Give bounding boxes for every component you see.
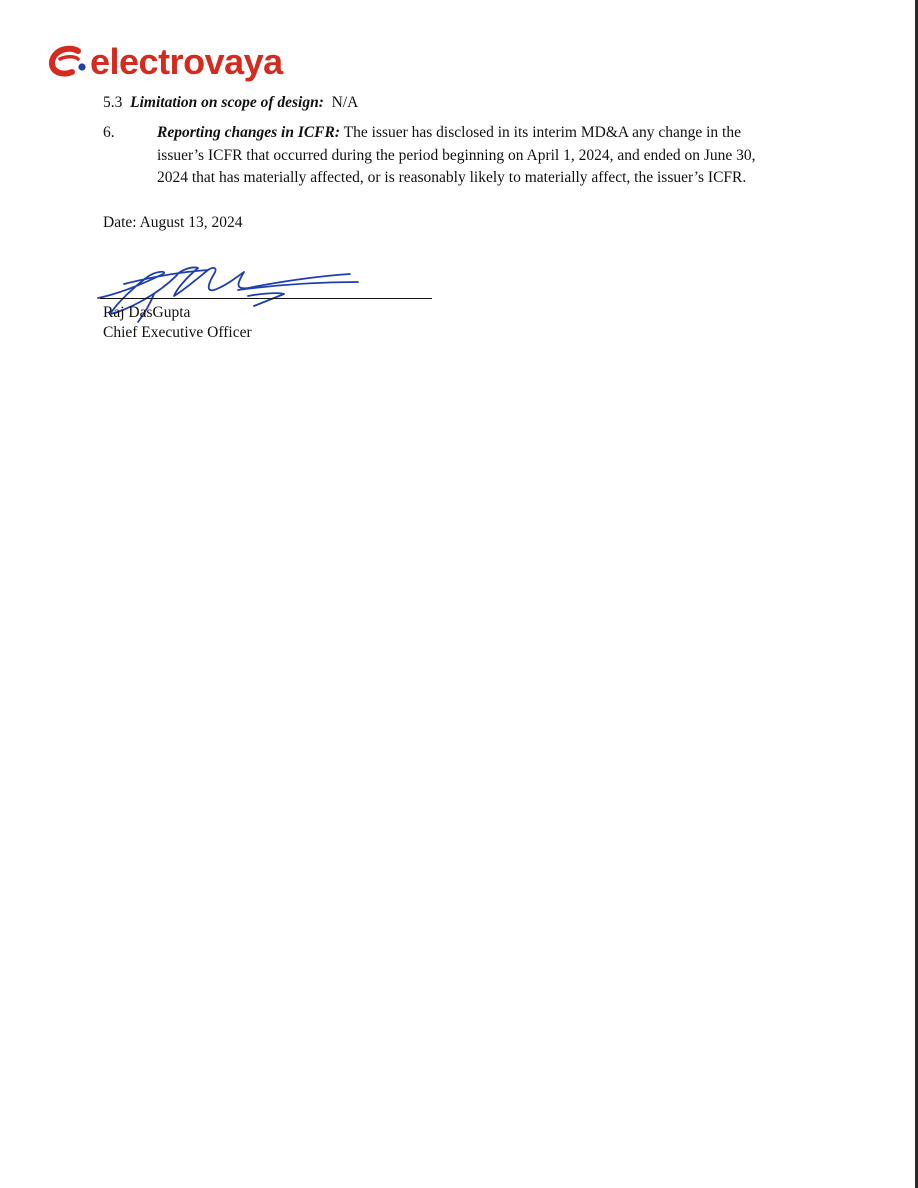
- logo-text-electro: electro: [90, 41, 205, 82]
- signature-line: [100, 298, 432, 299]
- item-6-paragraph: [157, 122, 817, 190]
- electrovaya-logo: [48, 41, 283, 82]
- date-line: Date: August 13, 2024: [103, 214, 243, 231]
- item-6-number: 6.: [103, 124, 115, 141]
- logo-text-vaya: vaya: [204, 41, 283, 82]
- item-6-line2: issuer’s ICFR that occurred during the period beginning on April 1, 2024, and ended on June 30,: [157, 146, 756, 164]
- logo-swoosh-icon: [48, 45, 88, 79]
- item-5-3-number: 5.3: [103, 94, 123, 111]
- item-5-3-value: N/A: [331, 94, 359, 111]
- item-5-3: [103, 92, 358, 114]
- item-6-heading: Reporting changes in ICFR:: [157, 124, 341, 141]
- signatory-title: Chief Executive Officer: [103, 324, 252, 341]
- item-6-line3: 2024 that has materially affected, or is reasonably likely to materially affect, the issuer’s ICFR.: [157, 169, 747, 186]
- item-6-line1: The issuer has disclosed in its interim MD&A any change in the: [343, 124, 741, 141]
- item-5-3-heading: Limitation on scope of design:: [130, 94, 324, 111]
- signatory-name: Raj DasGupta: [103, 304, 191, 321]
